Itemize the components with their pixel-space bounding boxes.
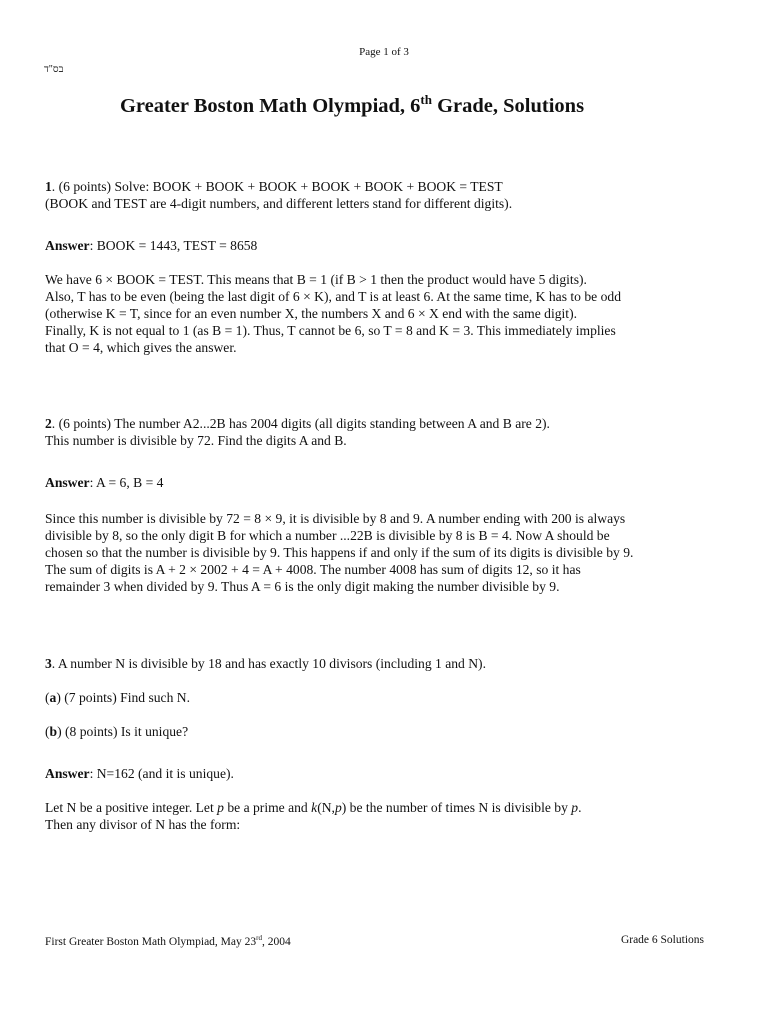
problem-3-part-b — [45, 723, 715, 740]
solution-line: remainder 3 when divided by 9. Thus A = 6 is the only digit making the number divisible by 9. — [45, 579, 560, 594]
solution-line: We have 6 × BOOK = TEST. This means that B = 1 (if B > 1 then the product would have 5 digits). — [45, 272, 587, 287]
solution-line: chosen so that the number is divisible by 9. This happens if and only if the sum of its digits is divisible by 9. — [45, 545, 634, 560]
problem-2-solution — [45, 510, 715, 595]
footer-text: First Greater Boston Math Olympiad, May 23 — [45, 935, 257, 948]
solutions-content — [45, 178, 715, 833]
sol-text: Then any divisor of N has the form: — [45, 817, 241, 832]
problem-3-text: . A number N is divisible by 18 and has exactly 10 divisors (including 1 and N). — [51, 656, 486, 671]
solution-line: Finally, K is not equal to 1 (as B = 1). Thus, T cannot be 6, so T = 8 and K = 3. This immediately implies — [45, 323, 616, 338]
problem-3-answer — [45, 765, 715, 782]
problem-1-answer-label: Answer — [45, 238, 90, 253]
solution-line: The sum of digits is A + 2 × 2002 + 4 = A + 4008. The number 4008 has sum of digits 12, so it has — [45, 562, 581, 577]
problem-2-answer-text: : A = 6, B = 4 — [89, 475, 164, 490]
problem-1-line-2: (BOOK and TEST are 4-digit numbers, and different letters stand for different digits). — [45, 196, 513, 211]
problem-1-solution — [45, 271, 715, 356]
document-title — [0, 92, 704, 118]
title-rest: Grade, Solutions — [431, 94, 585, 117]
solution-line: Since this number is divisible by 72 = 8 × 9, it is divisible by 8 and 9. A number ending with 200 is always — [45, 511, 626, 526]
page-number: Page 1 of 3 — [359, 46, 409, 58]
solution-line: (otherwise K = T, since for an even number X, the numbers X and 6 × X end with the same digit). — [45, 306, 578, 321]
problem-1-line-1: . (6 points) Solve: BOOK + BOOK + BOOK + BOOK + BOOK + BOOK = TEST — [51, 179, 503, 194]
problem-3-answer-text: : N=162 (and it is unique). — [89, 766, 234, 781]
problem-2-statement — [45, 415, 715, 449]
paren: ( — [45, 724, 50, 739]
problem-2-number: 2 — [45, 416, 52, 431]
part-b-text: ) (8 points) Is it unique? — [57, 724, 189, 739]
solution-line: Also, T has to be even (being the last digit of 6 × K), and T is at least 6. At the same time, K has to be odd — [45, 289, 621, 304]
footer-right: Grade 6 Solutions — [620, 934, 704, 946]
sol-text: ) be the number of times N is divisible by — [341, 800, 572, 815]
problem-2-line-1: . (6 points) The number A2...2B has 2004 digits (all digits standing between A and B are 2). — [51, 416, 550, 431]
problem-1-statement — [45, 178, 715, 212]
var-p: p — [217, 800, 224, 815]
solution-line: that O = 4, which gives the answer. — [45, 340, 237, 355]
sol-text: . — [578, 800, 582, 815]
part-a-letter: a — [49, 690, 57, 705]
problem-3-number: 3 — [45, 656, 52, 671]
problem-3-part-a — [45, 689, 715, 706]
problem-3-answer-label: Answer — [45, 766, 90, 781]
sol-text: be a prime and — [223, 800, 312, 815]
footer-sup: rd — [256, 934, 262, 942]
problem-3-solution — [45, 799, 715, 833]
part-b-letter: b — [49, 724, 58, 739]
paren: ( — [45, 690, 50, 705]
footer-left — [45, 934, 291, 948]
problem-3-statement — [45, 655, 715, 672]
title-main: Greater Boston Math Olympiad, 6 — [119, 94, 421, 117]
problem-1-answer-text: : BOOK = 1443, TEST = 8658 — [89, 238, 258, 253]
solution-line: divisible by 8, so the only digit B for which a number ...22B is divisible by 8 is B = 4. Now A should be — [45, 528, 610, 543]
var-p: p — [571, 800, 579, 815]
sol-text: Let N be a positive integer. Let — [45, 800, 218, 815]
problem-2-answer — [45, 474, 715, 491]
footer-text: , 2004 — [261, 935, 291, 948]
problem-2-answer-label: Answer — [45, 475, 90, 490]
title-superscript: th — [420, 92, 432, 107]
part-a-text: ) (7 points) Find such N. — [56, 690, 190, 705]
var-p: p — [334, 800, 342, 815]
sol-text: (N, — [317, 800, 335, 815]
problem-1-answer — [45, 237, 715, 254]
hebrew-mark: בס"ד — [44, 64, 64, 75]
var-k: k — [311, 800, 318, 815]
problem-2-line-2: This number is divisible by 72. Find the digits A and B. — [45, 433, 347, 448]
problem-1-number: 1 — [45, 179, 52, 194]
